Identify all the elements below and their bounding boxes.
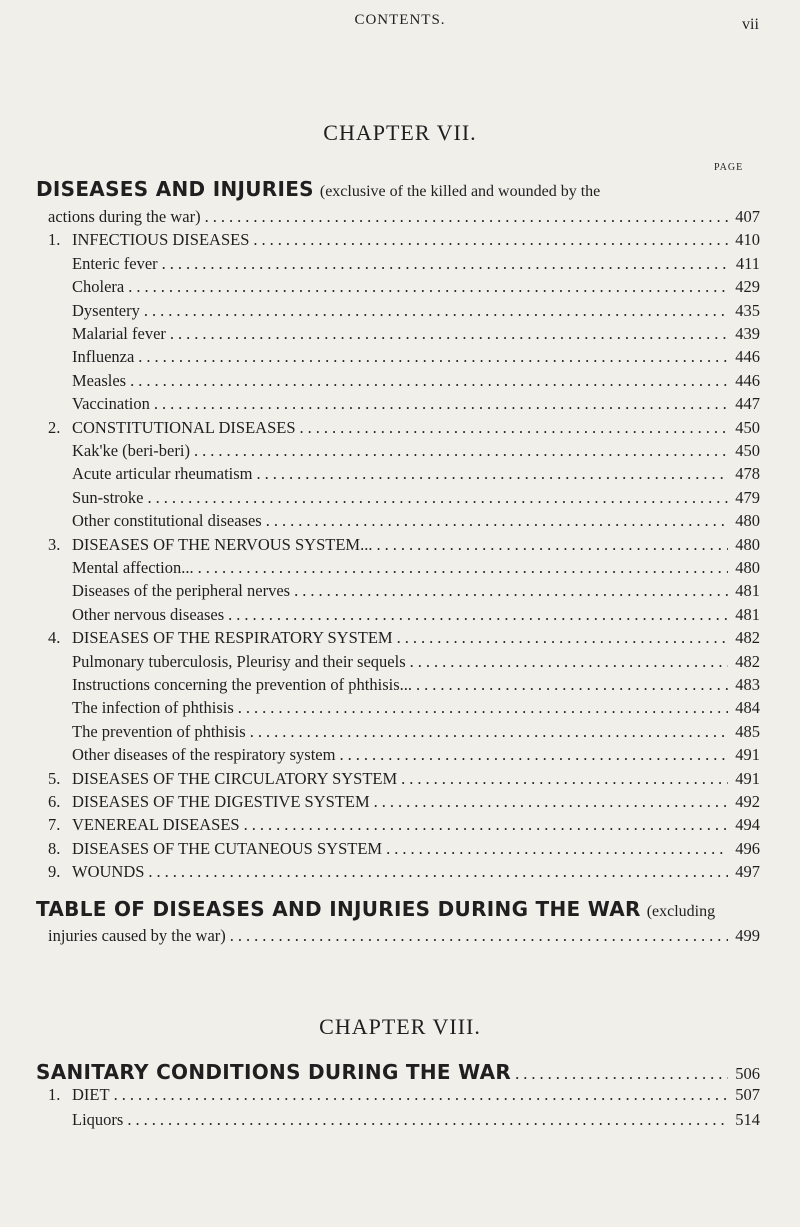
- toc-entry-text: DISEASES OF THE CUTANEOUS SYSTEM: [72, 838, 383, 858]
- leader-dots: [144, 488, 729, 508]
- toc-entry-page: 506: [735, 1064, 760, 1083]
- toc-entry-text: Instructions concerning the prevention of phthisis...: [72, 675, 413, 694]
- toc-entry-text: Other diseases of the respiratory system: [72, 745, 336, 765]
- toc-entry-page: 450: [735, 417, 760, 437]
- toc-entry-number: 4.: [48, 628, 61, 648]
- page-column-label: PAGE: [714, 162, 744, 173]
- toc-entry-label: [72, 698, 234, 718]
- toc-entry-number: 3.: [48, 534, 61, 554]
- toc-entry-label: [48, 535, 372, 555]
- leader-dots: [370, 792, 728, 812]
- toc-entry-text: Cholera: [72, 277, 125, 297]
- leader-dots: [201, 207, 728, 227]
- toc-entry-number: 1.: [48, 1085, 61, 1104]
- chapter-heading-vii: CHAPTER VII.: [323, 120, 477, 145]
- leader-dots: [224, 605, 728, 625]
- toc-entry-label: [72, 488, 144, 508]
- toc-entry-page: 446: [735, 347, 760, 367]
- toc-entry-label: [48, 815, 240, 835]
- toc-entry-page: 446: [735, 370, 760, 390]
- section-heading-table: [36, 897, 760, 923]
- toc-entry: [72, 488, 760, 510]
- leader-dots: [134, 347, 728, 367]
- toc-entry-label: [48, 839, 382, 859]
- toc-entry-label: [72, 371, 126, 391]
- toc-entry: [48, 535, 760, 557]
- toc-entry-page: 514: [735, 1110, 760, 1129]
- toc-entry-text: DISEASES OF THE CIRCULATORY SYSTEM: [72, 768, 398, 788]
- toc-entry-page: 480: [735, 558, 760, 577]
- toc-entry: [36, 1060, 760, 1082]
- toc-entry-number: 7.: [48, 815, 61, 835]
- leader-dots: [190, 441, 728, 461]
- toc-entry-page: 410: [735, 230, 760, 250]
- leader-dots: [511, 1064, 728, 1084]
- toc-entry-text: CONSTITUTIONAL DISEASES: [72, 417, 296, 437]
- toc-entry-page: 483: [735, 675, 760, 694]
- leader-dots: [226, 926, 728, 946]
- toc-entry-label: [36, 1060, 511, 1084]
- toc-entry-text: The prevention of phthisis: [72, 721, 246, 741]
- toc-entry: [72, 675, 760, 697]
- toc-entry-page: 478: [735, 464, 760, 484]
- toc-entry: [48, 418, 760, 440]
- leader-dots: [262, 511, 728, 531]
- toc-entry-label: [72, 277, 124, 297]
- toc-entry-page: 484: [735, 698, 760, 718]
- toc-entry-label: [72, 347, 134, 367]
- toc-entry: [48, 1085, 760, 1107]
- toc-entry-page: 439: [735, 324, 760, 343]
- toc-entry: [72, 254, 760, 276]
- toc-entry-number: 5.: [48, 768, 61, 788]
- toc-entry-label: [72, 652, 406, 672]
- toc-entry-text: Acute articular rheumatism: [72, 464, 253, 484]
- toc-entry-page: 494: [735, 815, 760, 835]
- toc-entry-page: 499: [735, 926, 760, 945]
- toc-entry: [48, 792, 760, 814]
- toc-entry-page: 482: [735, 651, 760, 671]
- leader-dots: [150, 394, 728, 414]
- toc-entry-label: [72, 394, 150, 414]
- leader-dots: [144, 862, 728, 882]
- toc-entry-text: WOUNDS: [72, 862, 145, 882]
- toc-entry-page: 447: [735, 394, 760, 414]
- toc-entry-label: [72, 1110, 123, 1130]
- toc-entry-text: Dysentery: [72, 300, 140, 320]
- leader-dots: [335, 745, 728, 765]
- toc-entry-text: The infection of phthisis: [72, 698, 234, 718]
- toc-entry: [72, 464, 760, 486]
- toc-entry-page: 435: [735, 300, 760, 320]
- toc-entry-page: 497: [735, 862, 760, 882]
- toc-entry: [72, 722, 760, 744]
- toc-entry-page: 480: [735, 534, 760, 554]
- toc-entry-label: [48, 862, 144, 882]
- toc-entry-page: 407: [735, 207, 760, 226]
- leader-dots: [140, 301, 728, 321]
- toc-entry-number: 6.: [48, 792, 61, 811]
- toc-entry-label: [72, 605, 224, 625]
- table-heading-note: (excluding: [646, 903, 716, 920]
- leader-dots: [126, 371, 728, 391]
- toc-entry-label: [72, 254, 158, 274]
- toc-entry-text: INFECTIOUS DISEASES: [72, 230, 250, 250]
- toc-entry-text: DISEASES OF THE RESPIRATORY SYSTEM: [72, 628, 393, 648]
- toc-entry-text: Other nervous diseases: [72, 604, 225, 624]
- toc-entry-label: [72, 441, 190, 461]
- toc-entry-text: DISEASES OF THE NERVOUS SYSTEM...: [72, 534, 373, 554]
- toc-entry: [72, 371, 760, 393]
- toc-entry-label: [48, 926, 226, 946]
- toc-entry-text: Measles: [72, 370, 127, 390]
- toc-entry-page: 479: [735, 487, 760, 507]
- toc-entry-text: Mental affection...: [72, 558, 194, 577]
- toc-entry-text: DISEASES OF THE DIGESTIVE SYSTEM: [72, 792, 370, 811]
- toc-entry-page: 429: [735, 277, 760, 297]
- toc-entry-number: 9.: [48, 862, 61, 882]
- leader-dots: [393, 628, 728, 648]
- page-number: vii: [742, 16, 759, 33]
- toc-entry-page: 492: [735, 792, 760, 811]
- chapter-heading-viii: CHAPTER VIII.: [319, 1014, 481, 1039]
- toc-entry: [48, 230, 760, 252]
- toc-entry-page: 485: [735, 721, 760, 741]
- toc-entry-page: 411: [735, 253, 760, 273]
- toc-entry-label: [72, 745, 335, 765]
- table-heading-bold: TABLE OF DISEASES AND INJURIES DURING THE WAR: [36, 897, 641, 921]
- toc-entry: [48, 839, 760, 861]
- toc-entry: [72, 324, 760, 346]
- toc-entry-label: [72, 324, 166, 344]
- toc-entry-page: 450: [735, 441, 760, 460]
- toc-entry: [48, 207, 760, 229]
- leader-dots: [412, 675, 728, 695]
- toc-entry-number: 2.: [48, 417, 61, 437]
- running-head: CONTENTS.: [354, 12, 446, 28]
- toc-entry-label: [72, 511, 262, 531]
- toc-entry-text: Kak'ke (beri-beri): [72, 441, 190, 460]
- toc-entry-label: [72, 558, 194, 578]
- toc-entry-text: Malarial fever: [72, 324, 166, 343]
- toc-entry: [72, 277, 760, 299]
- toc-entry-text: injuries caused by the war): [48, 926, 226, 945]
- toc-entry: [48, 926, 760, 948]
- toc-entry: [72, 745, 760, 767]
- toc-entry: [72, 581, 760, 603]
- leader-dots: [166, 324, 728, 344]
- toc-entry-label: [48, 628, 393, 648]
- toc-entry-label: [48, 792, 370, 812]
- leader-dots: [290, 581, 728, 601]
- toc-entry-label: [72, 301, 140, 321]
- toc-entry-text: Influenza: [72, 347, 135, 367]
- leader-dots: [234, 698, 728, 718]
- toc-entry-page: 491: [735, 768, 760, 788]
- leader-dots: [240, 815, 728, 835]
- toc-entry: [72, 698, 760, 720]
- leader-dots: [110, 1085, 728, 1105]
- toc-entry-label: [48, 418, 296, 438]
- toc-entry: [72, 558, 760, 580]
- leader-dots: [124, 277, 728, 297]
- toc-entry: [72, 301, 760, 323]
- section-heading-diseases-injuries: [36, 177, 760, 203]
- toc-entry-label: [72, 722, 246, 742]
- toc-entry: [72, 605, 760, 627]
- toc-entry-page: 481: [735, 581, 760, 601]
- toc-entry-number: 1.: [48, 230, 61, 250]
- toc-entry: [48, 815, 760, 837]
- toc-entry-label: [48, 1085, 110, 1105]
- leader-dots: [382, 839, 728, 859]
- toc-entry: [72, 394, 760, 416]
- toc-entry-text: DIET: [72, 1085, 110, 1104]
- leader-dots: [249, 230, 728, 250]
- toc-entry-text: Vaccination: [72, 394, 150, 414]
- toc-entry-page: 481: [735, 604, 760, 624]
- toc-entry-text: VENEREAL DISEASES: [72, 815, 240, 835]
- toc-entry: [48, 769, 760, 791]
- toc-entry-text: Liquors: [72, 1110, 124, 1129]
- toc-entry: [72, 441, 760, 463]
- heading-bold: DISEASES AND INJURIES: [36, 177, 314, 201]
- leader-dots: [158, 254, 728, 274]
- toc-entry: [72, 511, 760, 533]
- toc-entry-page: 480: [735, 511, 760, 531]
- toc-entry-label: [48, 230, 249, 250]
- leader-dots: [246, 722, 728, 742]
- leader-dots: [397, 769, 728, 789]
- leader-dots: [406, 652, 728, 672]
- toc-entry: [48, 628, 760, 650]
- toc-entry-label: [48, 769, 397, 789]
- toc-entry-label: [48, 207, 201, 227]
- toc-entry-page: 491: [735, 745, 760, 765]
- toc-entry-page: 507: [735, 1085, 760, 1104]
- leader-dots: [372, 535, 728, 555]
- leader-dots: [253, 464, 728, 484]
- toc-entry-text: SANITARY CONDITIONS DURING THE WAR: [36, 1060, 512, 1084]
- toc-entry: [48, 862, 760, 884]
- leader-dots: [194, 558, 728, 578]
- toc-entry-text: actions during the war): [48, 207, 201, 226]
- toc-entry: [72, 652, 760, 674]
- leader-dots: [296, 418, 728, 438]
- toc-entry-page: 496: [735, 838, 760, 858]
- toc-entry-text: Enteric fever: [72, 253, 158, 273]
- toc-entry: [72, 1110, 760, 1132]
- toc-entry-text: Pulmonary tuberculosis, Pleurisy and their sequels: [72, 651, 406, 671]
- leader-dots: [123, 1110, 728, 1130]
- toc-entry-number: 8.: [48, 838, 61, 858]
- toc-entry-label: [72, 464, 253, 484]
- heading-note: (exclusive of the killed and wounded by the: [319, 183, 601, 200]
- toc-entry-text: Diseases of the peripheral nerves: [72, 581, 291, 601]
- toc-entry-text: Sun-stroke: [72, 487, 144, 507]
- toc-entry-label: [72, 675, 412, 695]
- toc-entry-page: 482: [735, 628, 760, 648]
- toc-entry-text: Other constitutional diseases: [72, 511, 262, 531]
- toc-entry-label: [72, 581, 290, 601]
- toc-entry: [72, 347, 760, 369]
